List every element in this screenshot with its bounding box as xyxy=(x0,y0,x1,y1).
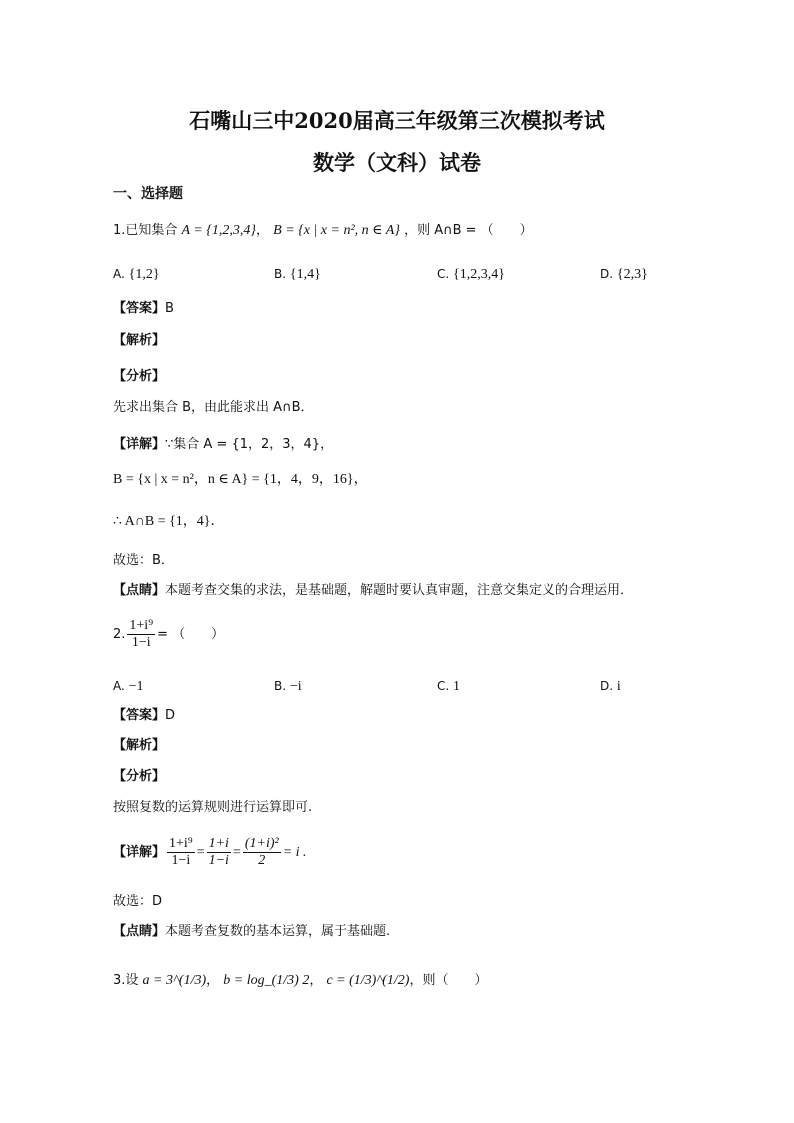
q1-fenxi: 【分析】 xyxy=(113,369,166,384)
q3-a: a = 3^(1/3) xyxy=(142,973,207,988)
q2-answer: 【答案】D xyxy=(113,708,176,723)
q2-jiexi: 【解析】 xyxy=(113,738,166,753)
q2-choose: 故选：D xyxy=(113,894,163,909)
q1-detail-2: B = {x | x = n²，n ∈ A} = {1，4，9，16}， xyxy=(113,472,368,487)
q1-prefix: 1.已知集合 xyxy=(113,223,178,238)
q2-option-a: A. −1 xyxy=(113,679,144,694)
document-title: 石嘴山三中2020届高三年级第三次模拟考试 xyxy=(189,108,605,133)
q1-set-a: A = {1,2,3,4} xyxy=(181,223,256,238)
q2-comment: 【点睛】本题考查复数的基本运算，属于基础题. xyxy=(113,924,391,939)
q1-set-b: B = {x | x = n², n ∈ A} xyxy=(273,223,400,238)
q2-option-c: C. 1 xyxy=(437,679,461,694)
question-1: 1.已知集合 A = {1,2,3,4}， B = {x | x = n², n ∈ A} ，则 A∩B = （ ） xyxy=(113,223,533,238)
q1-option-d: D. {2,3} xyxy=(600,267,648,282)
q1-comment: 【点睛】本题考查交集的求法，是基础题，解题时要认真审题，注意交集定义的合理运用． xyxy=(113,583,634,598)
q1-detail-3: ∴ A∩B = {1，4}． xyxy=(113,514,225,529)
q1-option-c: C. {1,2,3,4} xyxy=(437,267,505,282)
q2-analysis: 按照复数的运算规则进行运算即可. xyxy=(113,800,313,815)
question-2: 2. $\frac{\text{1+i⁹}}{1-i}$ = （ ） xyxy=(113,618,225,650)
q1-choose: 故选：B． xyxy=(113,553,174,568)
q1-option-a: A. {1,2} xyxy=(113,267,160,282)
q2-option-b: B. −i xyxy=(274,679,302,694)
q1-detail-1: 【详解】∵集合 A = {1，2，3，4}， xyxy=(113,437,334,452)
q3-c: c = (1/3)^(1/2) xyxy=(326,973,410,988)
q1-ask: ，则 A∩B = （ ） xyxy=(404,223,533,238)
q3-b: b = log_(1/3) 2 xyxy=(223,973,310,988)
document-subtitle: 数学（文科）试卷 xyxy=(313,150,481,175)
section-heading: 一、选择题 xyxy=(113,186,183,202)
q1-jiexi: 【解析】 xyxy=(113,333,166,348)
q2-detail: 【详解】 $\frac{\text{1+i⁹}}{1-i}$ = $\frac{1+i}{1-i}$ = $\frac{\text{(1+i)²}}{2}$ = i . xyxy=(113,836,307,868)
q1-option-b: B. {1,4} xyxy=(274,267,321,282)
q1-answer: 【答案】B xyxy=(113,301,174,316)
question-3: 3.设 a = 3^(1/3)， b = log_(1/3) 2， c = (1/3)^(1/2)，则（ ） xyxy=(113,973,488,988)
q2-fraction: $\frac{\text{1+i⁹}}{1-i}$ xyxy=(129,618,154,650)
q1-analysis: 先求出集合 B，由此能求出 A∩B． xyxy=(113,400,314,415)
q2-fenxi: 【分析】 xyxy=(113,769,166,784)
q2-option-d: D. i xyxy=(600,679,621,694)
